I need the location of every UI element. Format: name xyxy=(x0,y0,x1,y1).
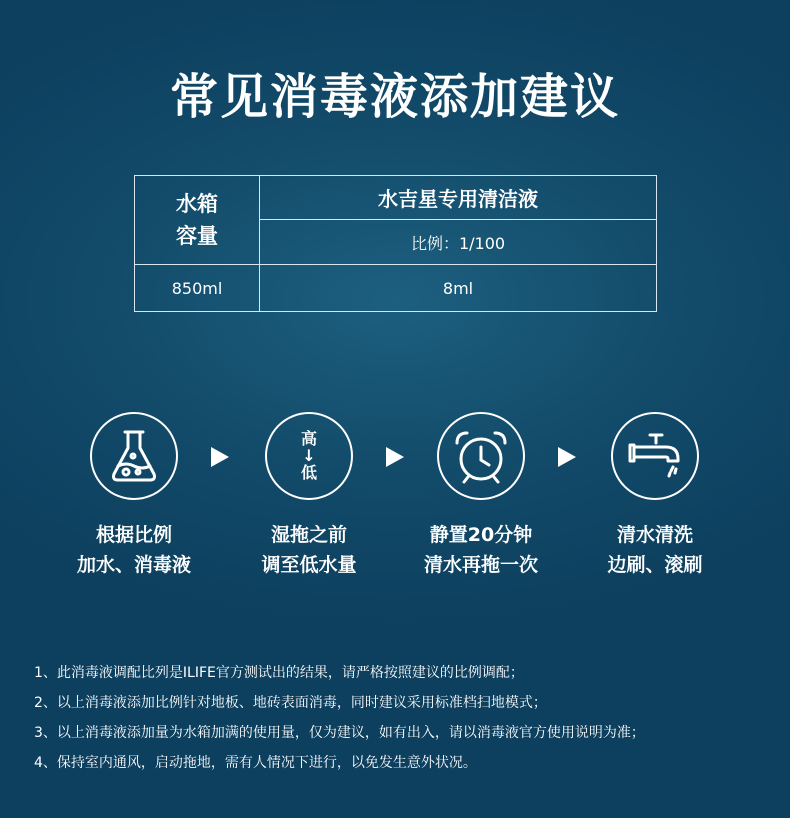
step-water-level-line1: 湿拖之前 xyxy=(270,524,347,546)
capacity-header-line1: 水箱 xyxy=(176,192,218,216)
dosage-table xyxy=(134,175,657,312)
step-mix xyxy=(44,412,224,580)
alarm-clock-icon xyxy=(437,412,525,500)
flask-icon xyxy=(90,412,178,500)
ratio-cell: 比例：1/100 xyxy=(260,220,657,265)
capacity-value: 850ml xyxy=(135,265,260,312)
water-level-high-text: 高 xyxy=(300,429,317,448)
note-item: 4、保持室内通风，启动拖地，需有人情况下进行，以免发生意外状况。 xyxy=(34,755,477,771)
step-rinse xyxy=(565,412,745,580)
down-arrow-icon: ↓ xyxy=(302,446,316,465)
water-level-low-text: 低 xyxy=(300,463,317,482)
notes-list xyxy=(34,658,779,778)
step-wait xyxy=(391,412,571,580)
product-header: 水吉星专用清洁液 xyxy=(260,176,657,220)
capacity-header-line2: 容量 xyxy=(176,224,218,248)
note-item: 1、此消毒液调配比列是ILIFE官方测试出的结果，请严格按照建议的比例调配； xyxy=(34,665,524,681)
step-water-level-line2: 调至低水量 xyxy=(261,554,357,576)
amount-value: 8ml xyxy=(260,265,657,312)
water-level-icon xyxy=(265,412,353,500)
step-water-level xyxy=(219,412,399,580)
step-wait-line1: 静置20分钟 xyxy=(429,524,533,546)
capacity-header-cell xyxy=(135,176,260,265)
step-mix-line2: 加水、消毒液 xyxy=(76,554,191,576)
step-rinse-line2: 边刷、滚刷 xyxy=(607,554,703,576)
step-rinse-line1: 清水清洗 xyxy=(616,524,693,546)
note-item: 3、以上消毒液添加量为水箱加满的使用量，仅为建议，如有出入，请以消毒液官方使用说明为准； xyxy=(34,725,645,741)
page-title: 常见消毒液添加建议 xyxy=(169,69,620,125)
step-wait-line2: 清水再拖一次 xyxy=(423,554,538,576)
step-mix-line1: 根据比例 xyxy=(95,524,172,546)
faucet-icon xyxy=(611,412,699,500)
note-item: 2、以上消毒液添加比例针对地板、地砖表面消毒，同时建议采用标准档扫地模式； xyxy=(34,695,547,711)
